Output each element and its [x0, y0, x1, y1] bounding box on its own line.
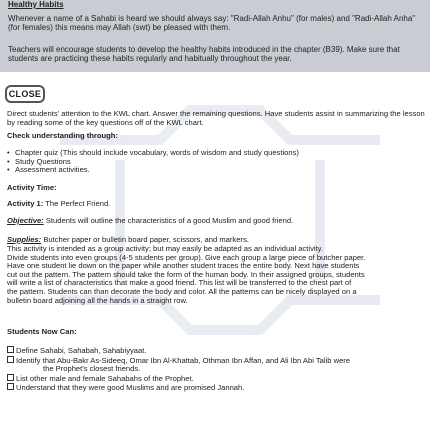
activity-1-label: Activity 1:	[7, 199, 44, 208]
healthy-habits-title: Healthy Habits	[8, 0, 64, 9]
list-item	[7, 374, 350, 384]
supplies-label: Supplies:	[7, 235, 42, 244]
list-item: • Study Questions	[7, 158, 299, 167]
list-item: • Chapter quiz (This should include vocabulary, words of wisdom and study questions)	[7, 149, 299, 158]
supplies-body-line: Divide students into even groups (4-5 students per group). Give each group a large piece of butcher paper.	[7, 252, 366, 262]
objective-label: Objective:	[7, 216, 44, 225]
activity-1-title: The Perfect Friend.	[45, 199, 111, 208]
supplies-body-line: cut out the pattern. The pattern should take the form of the human body. In their assigned groups, students	[7, 269, 365, 279]
supplies-body-line: This activity is intended as a group activity; but may easily be adapted as an individual activity.	[7, 244, 324, 253]
students-now-can-heading: Students Now Can:	[7, 327, 77, 336]
check-understanding-heading: Check understanding through:	[7, 131, 118, 140]
supplies-text: Butcher paper or bulletin board paper, scissors, and markers.	[43, 235, 249, 244]
list-item-text: Define Sahabi, Sahabah, Sahabiyyaat.	[16, 346, 147, 355]
list-item	[7, 346, 350, 356]
list-item-continuation: the Prophet's closest friends.	[43, 364, 141, 374]
list-item: • Assessment activities.	[7, 166, 299, 175]
supplies-body-line: Have one student lie down on the paper while another student traces the entire body. Next have students	[7, 261, 360, 271]
close-instructions: Direct students' attention to the KWL chart. Answer the remaining questions. Have students assist in summarizing the lesson by reading some of the key questions off of the KWL chart.	[7, 109, 425, 127]
check-understanding-list	[7, 149, 299, 175]
list-item-text: Identify that Abu-Bakr As-Sideeq, Omar Ibn Al-Khattab, Othman Ibn Affan, and Ali Ibn Abi Talib were	[16, 355, 351, 365]
healthy-habits-paragraph-2: Teachers will encourage students to develop the healthy habits introduced in the chapter (B39). Make sure that students are practicing these habits regularly and habitually throughout the year.	[8, 45, 400, 63]
list-item-text: Understand that they were good Muslims and are promised Jannah.	[16, 383, 245, 393]
supplies-body-line: will write a list of characteristics that make a good friend. This list will be transferred to the chest part of	[7, 278, 352, 288]
list-item-text: List other male and female Sahabahs of the Prophet.	[16, 373, 194, 383]
activity-1-line	[7, 200, 425, 209]
supplies-body	[7, 245, 425, 305]
healthy-habits-paragraph-1: Whenever a name of a Sahabi is heard we should always say: "Radi-Allah Anhu" (for males) and "Radi-Allah Anha" (for females) this means may Allah (swt) be pleased with them.	[8, 14, 416, 32]
checkbox-icon	[7, 346, 14, 353]
list-item	[7, 383, 350, 393]
students-now-can-list	[7, 346, 350, 393]
close-badge: CLOSE	[5, 85, 45, 103]
objective-text: Students will outline the characteristics of a good Muslim and good friend.	[45, 216, 294, 225]
supplies-body-line: bulletin board adjoining all the hands in a straight row.	[7, 295, 188, 305]
checkbox-icon	[7, 374, 14, 381]
checkbox-icon	[7, 383, 14, 390]
objective-line	[7, 217, 425, 226]
supplies-body-line: the pattern. Students can than decorate the body and color. All the patterns can be nicely displayed on a	[7, 286, 357, 296]
healthy-habits-box	[0, 0, 430, 72]
activity-time-heading: Activity Time:	[7, 183, 57, 192]
checkbox-icon	[7, 356, 14, 363]
